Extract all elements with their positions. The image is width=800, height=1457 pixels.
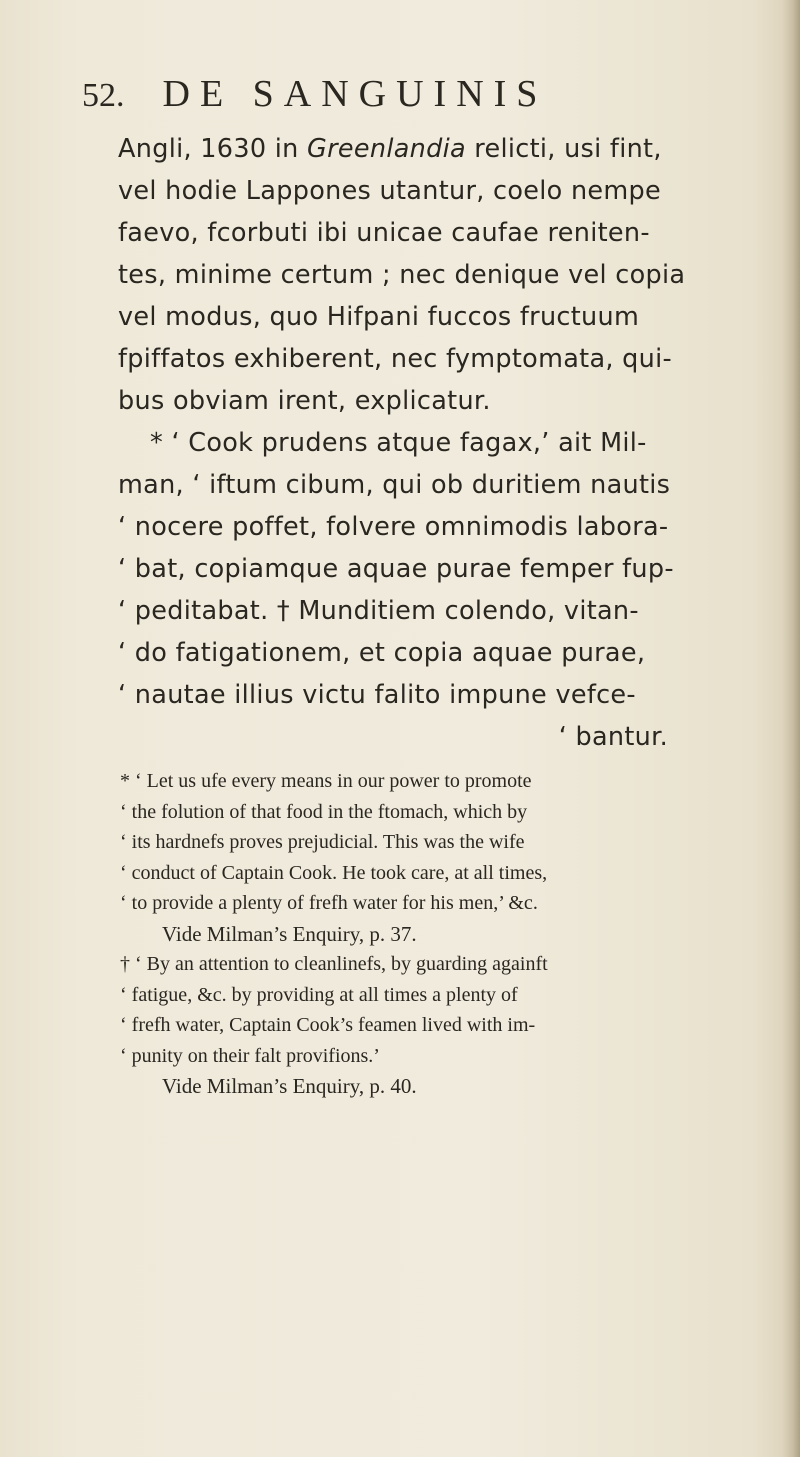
text-line: faevo, fcorbuti ibi unicae caufae reniten-	[118, 218, 650, 248]
page-header	[82, 72, 547, 122]
page-number: 52.	[82, 77, 125, 114]
italic-place-name: Greenlandia	[307, 134, 466, 164]
text-line: ‘ nocere poffet, folvere omnimodis labora-	[118, 512, 669, 542]
footnote-line: ‘ the folution of that food in the ftomach, which by	[120, 800, 528, 823]
footnote-citation: Vide Milman’s Enquiry, p. 37.	[162, 921, 417, 946]
text-line: ‘ nautae illius victu falito impune vefce-	[118, 680, 636, 710]
text-line: tes, minime certum ; nec denique vel copia	[118, 260, 686, 290]
footnote-line: ‘ to provide a plenty of frefh water for his men,’ &c.	[120, 892, 538, 914]
footnote-citation: Vide Milman’s Enquiry, p. 40.	[162, 1074, 417, 1098]
footnote-line: * ‘ Let us ufe every means in our power to promote	[120, 770, 532, 792]
text-line: vel hodie Lappones utantur, coelo nempe	[118, 176, 662, 206]
footnote-line: ‘ conduct of Captain Cook. He took care, at all times,	[120, 861, 548, 884]
text-line: fpiffatos exhiberent, nec fymptomata, qui-	[118, 344, 673, 374]
footnote-line: † ‘ By an attention to cleanlinefs, by guarding againft	[120, 953, 548, 975]
text-line: Angli, 1630 in Greenlandia relicti, usi fint,	[118, 134, 662, 164]
main-text	[118, 128, 768, 758]
text-line: man, ‘ iftum cibum, qui ob duritiem nautis	[118, 470, 671, 500]
text-line: bus obviam irent, explicatur.	[118, 386, 491, 416]
running-title: DE SANGUINIS	[162, 73, 548, 115]
text-line: ‘ do fatigationem, et copia aquae purae,	[118, 638, 646, 668]
footnote-line: ‘ frefh water, Captain Cook’s feamen lived with im-	[120, 1014, 536, 1036]
text-line: ‘ peditabat. † Munditiem colendo, vitan-	[118, 596, 639, 626]
text-line: * ‘ Cook prudens atque fagax,’ ait Mil-	[150, 428, 647, 458]
text-line: ‘ bat, copiamque aquae purae femper fup-	[118, 554, 674, 584]
footnote-line: ‘ fatigue, &c. by providing at all times a plenty of	[120, 983, 518, 1006]
footnotes	[120, 766, 770, 1102]
footnote-line: ‘ its hardnefs proves prejudicial. This was the wife	[120, 831, 525, 853]
text-line: vel modus, quo Hifpani fuccos fructuum	[118, 302, 640, 332]
text-line: ‘ bantur.	[558, 722, 668, 752]
footnote-line: ‘ punity on their falt provifions.’	[120, 1044, 380, 1067]
page-edge-shadow	[782, 0, 800, 1457]
